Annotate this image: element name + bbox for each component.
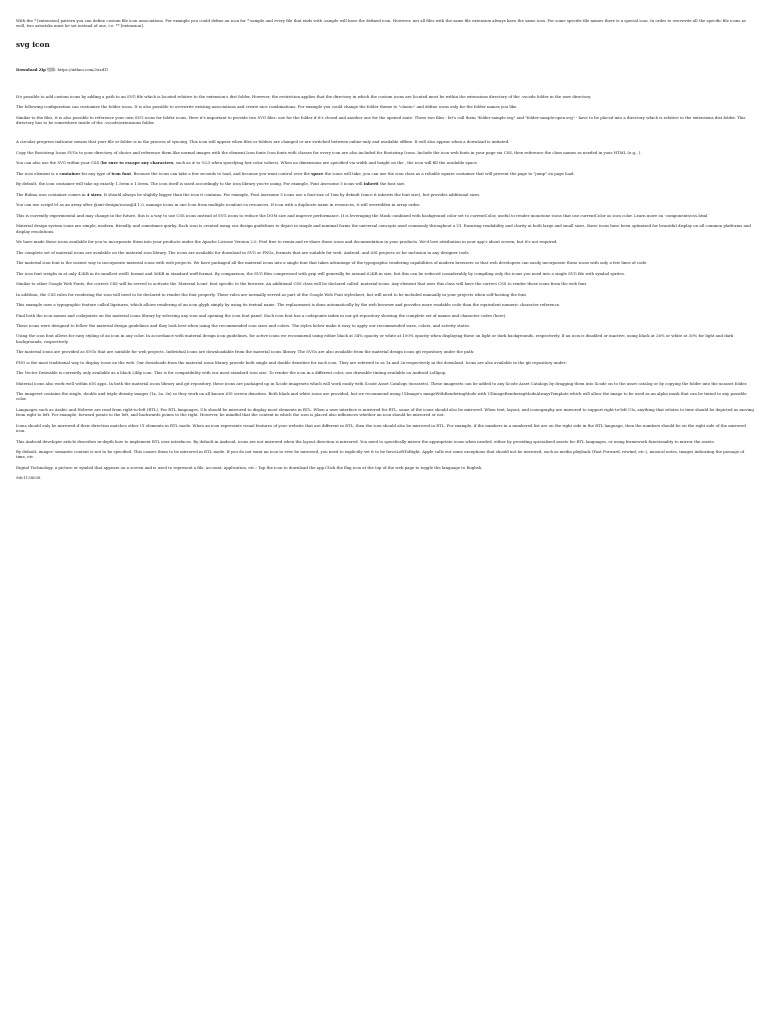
body-paragraph: Copy the Bootstrap Icons SVGs to your directory of choice and reference them like normal images with the element.Icon fonts Icon fonts with classes for every icon are also included for Bootstrap Icons. Include the icon web fonts in your page via CSS, then reference the class names as needed in your HTML (e.g., ).: [16, 149, 642, 155]
body-paragraph: PNG is the most traditional way to display icons on the web. Our downloads from the material icons library provide both single and double densities for each icon. They are referred to as 1x and 2x respectively in the download. Icons are also available in the git repository under:: [16, 359, 567, 365]
body-paragraph: Similar to other Google Web Fonts, the correct CSS will be served to activate the 'Material Icons' font specific to the browser. An additional CSS class will be declared called .material-icons. Any element that uses this class will have the correct CSS to render these icons from the web font.: [16, 281, 588, 287]
download-line: [16, 67, 754, 72]
download-link[interactable]: https://ixthno.com/2uzd1l: [57, 66, 108, 72]
body-paragraph: The Bulma icon container comes in 4 sizes. It should always be slightly bigger than the icon it contains. For example, Font Awesome 5 icons use a font-size of 1em by default (since it inherits the font size), but provides additional sizes.: [16, 191, 481, 197]
body-paragraph: This is currently experimental and may change in the future, this is a way to use CSS icons instead of SVG icons to reduce the DOM size and improve performance. It is leveraging the Mask combined with background color set to currentColor, useful to render monotone icons that use currentColor as icon color. Learn more on -components/css.html: [16, 212, 708, 218]
body-paragraph: These icons were designed to follow the material design guidelines and they look best when using the recommended icon sizes and colors. The styles below make it easy to apply our recommended sizes, colors, and activity states.: [16, 322, 471, 328]
emphasis-text: space: [311, 170, 324, 176]
body-paragraph: Digital Technology. a picture or symbol that appears on a screen and is used to represent a file, account, application, etc.: Tap the icon to download the app.Click the flag icon at the top of the web page to toggle the language to English.: [16, 464, 483, 470]
body-paragraph: The complete set of material icons are available on the material icon library. The icons are available for download in SVG or PNGs, formats that are suitable for web, Android, and iOS projects or for inclusion in any designer tools.: [16, 249, 470, 255]
article-body: [16, 94, 754, 481]
emphasis-text: inherit: [363, 181, 379, 187]
body-paragraph: The following configuration can customize the folder icons. It is also possible to overwrite existing associations and create nice combinations. For example you could change the folder theme to "classic" and define icons only for the folder names you like.: [16, 104, 518, 110]
body-paragraph: A circular progress indicator means that your file or folder is in the process of syncing. This icon will appear when files or folders are changed or are switched between online-only and available offline. It will also appear when a download is initiated.: [16, 139, 510, 145]
body-paragraph: Material icons also work well within iOS apps. In both the material icons library and git repository, these icons are packaged up in Xcode imagesets which will work easily with Xcode Asset Catalogs (xcassets). These imagesets can be added to any Xcode Asset Catalogs by dragging them into Xcode on to the asset catalog or by copying the folder into the xcasset folder.: [16, 380, 748, 386]
body-paragraph: Similar to the files, it is also possible to reference your own SVG icons for folder icons. Here it's important to provide two SVG files: one for the folder if it's closed and another one for the opened state. These two files - let's call them "folder-sample.svg" and "folder-sample-open.svg" - have to be placed into a directory which is relative to the extensions dist folder. This directory has to be somewhere inside of the .vscode/extensions folder.: [16, 114, 746, 126]
page-title: svg icon: [16, 39, 50, 49]
body-paragraph: The material icons are provided as SVGs that are suitable for web projects. Individual icons are downloadable from the material icons library. The SVGs are also available from the material design icons git repository under the path:: [16, 349, 475, 355]
separator: :: [54, 66, 57, 72]
emphasis-text: container: [59, 170, 81, 176]
emphasis-text: 4 sizes: [86, 191, 102, 197]
body-paragraph: Material design system icons are simple, modern, friendly, and sometimes quirky. Each icon is created using our design guidelines to depict in simple and minimal forms the universal concepts used commonly throughout a UI. Ensuring readability and clarity at both large and small sizes, these icons have been optimized for beautiful display on all common platforms and display resolutions.: [16, 223, 751, 234]
body-paragraph: By default, the icon container will take up exactly 1.5rem x 1.5rem. The icon itself is sized accordingly to the icon library you're using. For example, Font Awesome 5 icons will inherit the font size.: [16, 181, 406, 187]
body-paragraph: We have made these icons available for you to incorporate them into your products under the Apache License Version 2.0. Feel free to remix and re-share these icons and documentation in your products. We'd love attribution in your app's about screen, but it's not required.: [16, 239, 558, 245]
body-paragraph: Using the icon font allows for easy styling of an icon in any color. In accordance with material design icon guidelines, for active icons we recommend using either black at 54% opacity or white at 100% opacity when displaying these on light or dark backgrounds, respectively. If an icon is disabled or inactive, using black at 26% or white at 30% for light and dark backgrounds, respectively.: [16, 333, 734, 344]
body-paragraph: You can also use the SVG within your CSS (be sure to escape any characters, such as # to %23 when specifying hex color values). When no dimensions are specified via width and height on the , the icon will fill the available space.: [16, 160, 479, 166]
body-paragraph: It's possible to add custom icons by adding a path to an SVG file which is located relative to the extension's dist folder. However, the restriction applies that the directory in which the custom icons are located must be within the extensions directory of the .vscode folder in the user directory.: [16, 93, 592, 99]
body-paragraph: In addition, the CSS rules for rendering the icon will need to be declared to render the font properly. These rules are normally served as part of the Google Web Font stylesheet, but will need to be included manually in your projects when self-hosting the font.: [16, 291, 528, 297]
body-paragraph: 9dc1138038: [16, 475, 41, 481]
body-paragraph: Icons should only be mirrored if their direction matches other UI elements in RTL mode. When an icon represents visual features of your website that are different in RTL, then the icon should also be mirrored in RTL. For example, if the numbers in a numbered list are on the right side in the RTL language, then the numbers should be on the right side of the mirrored icon.: [16, 422, 746, 434]
body-paragraph: This example uses a typographic feature called ligatures, which allows rendering of an icon glyph simply by using its textual name. The replacement is done automatically by the web browser and provides more readable code than the equivalent numeric character reference.: [16, 302, 561, 308]
document-page: [0, 0, 770, 481]
emphasis-text: icon font: [111, 170, 132, 176]
mirror-label: 镜像: [47, 66, 55, 72]
body-paragraph: You can use scriptUrl as an array after @ant-design/icons@4.1.0, manage icons in one Icon from multiple iconfont.cn resources. If icon with a duplicate name in resources, it will overridden in array order.: [16, 202, 421, 208]
body-paragraph: By default, images' semantic content is not to be specified. This causes them to be mirrored in RTL mode. If you do not want an icon to ever be mirrored, you need to explicitly set it to be forceLeftToRight. Apple calls out some exceptions that should not be mirrored, such as media playback (Fast Forward, rewind, etc.), musical notes, images indicating the passage of time, etc.: [16, 449, 745, 460]
body-paragraph: Find both the icon names and codepoints on the material icons library by selecting any icon and opening the icon font panel. Each icon font has a codepoints index in our git repository showing the complete set of names and character codes (here).: [16, 312, 507, 318]
download-zip-label: Download Zip: [16, 66, 46, 72]
body-paragraph: The icon element is a container for any type of icon font. Because the icons can take a few seconds to load, and because you want control over the space the icons will take, you can use the icon class as a reliable square container that will prevent the page to "jump" on page load.: [16, 170, 575, 176]
body-paragraph: Languages such as Arabic and Hebrew are read from right-to-left (RTL). For RTL languages, UIs should be mirrored to display most elements in RTL. When a user interface is mirrored for RTL, some of the icons should also be mirrored. When text, layout, and iconography are mirrored to support right-to-left UIs, anything that relates to time should be depicted as moving from right to left. For example, forward points to the left, and backwards points to the right. However, be mindful that the context in which the icon is placed also influences whether an icon should be mirrored or not.: [16, 406, 754, 418]
body-paragraph: The imageset contains the single, double and triple density images (1x, 2x, 3x) so they work on all known iOS screen densities. Both black and white icons are provided, but we recommend using UIImage's imageWithRenderingMode with UIImageRenderingModeAlwaysTemplate which will allow the image to be used as an alpha mask that can be tinted to any possible color.: [16, 391, 747, 402]
body-paragraph: The icon font weighs in at only 42KB in its smallest woff2 format and 56KB in standard woff format. By comparison, the SVG files compressed with gzip will generally be around 62KB in size, but this can be reduced considerably by compiling only the icons you need into a single SVG file with symbol sprites.: [16, 270, 626, 276]
body-paragraph: The material icon font is the easiest way to incorporate material icons with web projects. We have packaged all the material icons into a single font that takes advantage of the typographic rendering capabilities of modern browsers so that web developers can easily incorporate these icons with only a few lines of code.: [16, 260, 648, 266]
emphasis-text: be sure to escape any characters: [101, 160, 174, 166]
intro-paragraph: With the * [extension] pattern you can define custom file icon associations. For example you could define an icon for *.sample and every file that ends with .sample will have the defined icon. However, not all files with the same file extension always have the same icon. For some specific file names there is a special icon. In order to overwrite all the specific file icons as well, two asterisks must be set instead of one, i.e. **.[extension].: [16, 18, 746, 29]
body-paragraph: This Android developer article describes in-depth how to implement RTL user interfaces. By default in Android, icons are not mirrored when the layout direction is mirrored. You need to specifically mirror the appropriate icons when needed, either by providing specialized assets for RTL languages, or using framework functionality to mirror the assets.: [16, 438, 715, 444]
body-paragraph: The Vector Drawable is currently only available as a black 24dp icon. This is for compatibility with our most standard icon size. To render the icon in a different color, use drawable tinting available on Android Lollipop.: [16, 370, 447, 376]
